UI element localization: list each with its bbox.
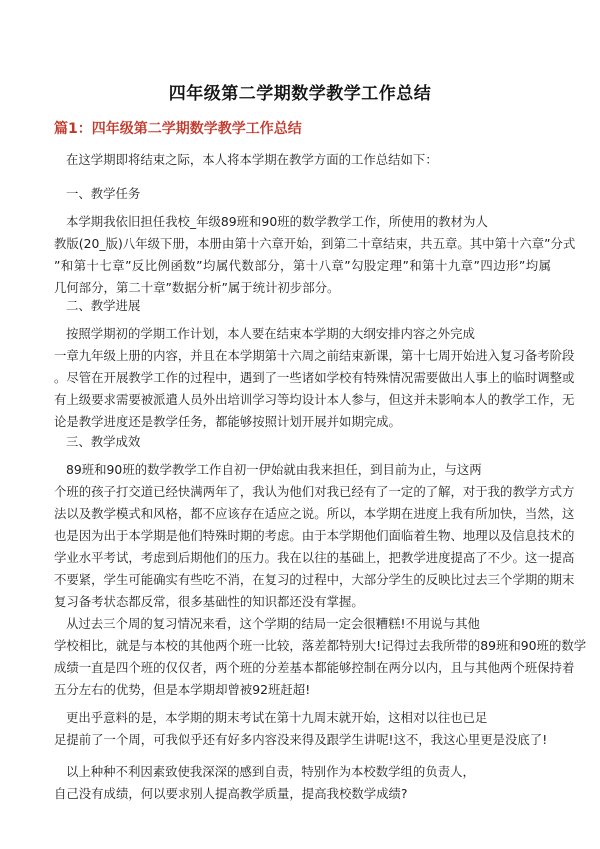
paragraph-line: 学业水平考试，考虑到后期他们的压力。我在以往的基础上，把教学进度提高了不少。这一提高 [54,550,575,565]
paragraph-line: 法以及教学模式和风格，都不应该存在适应之说。所以，本学期在进度上我有所加快，当然，这 [54,506,575,521]
paragraph-line: 论是教学进度还是教学任务，都能够按照计划开展并如期完成。 [54,414,401,429]
article-subtitle: 篇1：四年级第二学期数学教学工作总结 [54,121,302,137]
paragraph-line: 五分左右的优势，但是本学期却曾被92班赶超! [54,682,311,697]
paragraph-line: 89班和90班的数学教学工作自初一伊始就由我来担任，到目前为止，与这两 [66,462,482,477]
paragraph-line: 复习备考状态都反常，很多基础性的知识都还没有掌握。 [54,594,364,609]
paragraph-line: 学校相比，就是与本校的其他两个班一比较，落差都特别大!记得过去我所带的89班和90班的数学 [54,638,587,653]
intro-text: 在这学期即将结束之际，本人将本学期在教学方面的工作总结如下： [66,152,438,167]
paragraph-line: 也是因为出于本学期是他们特殊时期的考虑。由于本学期他们面临着生物、地理以及信息技术的 [54,528,575,543]
paragraph-line: 一章九年级上册的内容，并且在本学期第十六周之前结束新课，第十七周开始进入复习备考阶段 [54,348,575,363]
paragraph-line: 自己没有成绩，何以要求别人提高教学质量，提高我校数学成绩? [54,786,408,801]
section-heading: 二、教学进展 [66,298,141,313]
paragraph-line: 本学期我依旧担任我校_年级89班和90班的数学教学工作，所使用的教材为人 [66,214,488,229]
paragraph-line: 教版(20_版)八年级下册，本册由第十六章开始，到第二十章结束，共五章。其中第十六章”分式 [54,236,576,251]
section-heading: 一、教学任务 [66,186,141,201]
paragraph-line: 以上种种不利因素致使我深深的感到自责，特别作为本校数学组的负责人， [66,764,475,779]
paragraph-line: 有上级要求需要被派遣人员外出培训学习等均设计本人参与，但这并未影响本人的教学工作，无 [54,392,575,407]
paragraph-line: 从过去三个周的复习情况来看，这个学期的结局一定会很糟糕!不用说与其他 [66,616,480,631]
paragraph-line: 个班的孩子打交道已经快满两年了，我认为他们对我已经有了一定的了解，对于我的教学方式方 [54,484,575,499]
paragraph-line: 不要紧，学生可能确实有些吃不消，在复习的过程中，大部分学生的反映比过去三个学期的期末 [54,572,575,587]
paragraph-line: 按照学期初的学期工作计划，本人要在结束本学期的大纲安排内容之外完成 [66,326,475,341]
paragraph-line: 。尽管在开展教学工作的过程中，遇到了一些诸如学校有特殊情况需要做出人事上的临时调整或 [54,370,575,385]
document-title: 四年级第二学期数学教学工作总结 [168,84,432,104]
section-heading: 三、教学成效 [66,434,141,449]
paragraph-line: 更出乎意料的是，本学期的期末考试在第十九周末就开始，这相对以往也已足 [66,710,488,725]
paragraph-line: 成绩一直是四个班的仅仅者，两个班的分差基本都能够控制在两分以内，且与其他两个班保持着 [54,660,575,675]
paragraph-line: ”和第十七章”反比例函数”均属代数部分，第十八章”勾股定理”和第十九章”四边形”均属 [54,258,551,273]
paragraph-line: 几何部分，第二十章”数据分析”属于统计初步部分。 [54,280,340,295]
paragraph-line: 足提前了一个周，可我似乎还有好多内容没来得及跟学生讲呢!这不，我这心里更是没底了! [54,732,548,747]
